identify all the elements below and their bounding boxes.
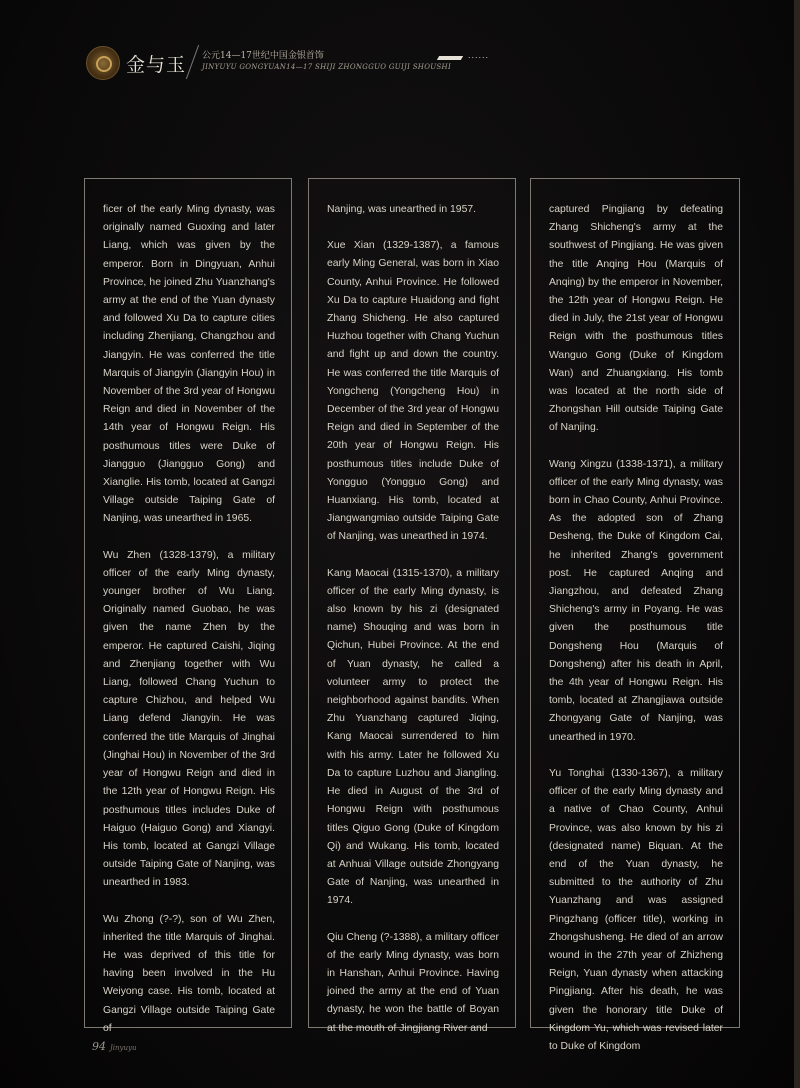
text-column-1 <box>84 178 292 1034</box>
subtitle-chinese: 公元14—17世纪中国金银首饰 <box>202 51 324 61</box>
journal-name: Jinyuyu <box>110 1044 137 1052</box>
header-marker <box>437 56 463 60</box>
header-divider <box>186 44 200 80</box>
paragraph: Nanjing, was unearthed in 1957. <box>327 204 477 215</box>
running-header <box>86 46 516 82</box>
paragraph: ficer of the early Ming dynasty, was originally named Guoxing and later Liang, which was given by the emperor. Born in Dingyuan, Anhui Province, he joined Zhu Yuanzhang's army at the end of the Yuan dynasty and followed Xu Da to capture cities including Zhenjiang, Changzhou and Jiangyin. He was conferred the title Marquis of Jiangyin (Jiangyin Hou) in November of the 3rd year of Hongwu Reign and died in November of the 14th year of Hongwu Reign. His posthumous titles were Duke of Jiangguo (Jiangguo Gong) and Xianglie. His tomb, located at Gangzi Village outside Taiping Gate of Nanjing, was unearthed in 1965. <box>103 204 275 525</box>
emblem-icon <box>86 46 120 80</box>
paragraph: Yu Tonghai (1330-1367), a military officer of the early Ming dynasty and a native of Chao County, Anhui Province, was also known by his zi (designated name) Biquan. At the end of the Yuan dynasty, he submitted to the authority of Zhu Yuanzhang and was assigned Pingzhang (officer title), working in Zhongshusheng. He died of an arrow wound in the 27th year of Zhizheng Reign, Yuan dynasty when attacking Pingjiang. After his death, he was given the honorary title Duke of Kingdom Yu, which was revised later to Duke of Kingdom <box>549 767 723 1052</box>
paragraph: Wu Zhen (1328-1379), a military officer of the early Ming dynasty, younger brother of Wu Liang. Originally named Guobao, he was given the name Zhen by the emperor. He captured Caishi, Jiqing and Zhenjiang together with Wu Liang, followed Chang Yuchun to capture Chizhou, and helped Wu Liang defend Jiangyin. He was conferred the title Marquis of Jinghai (Jinghai Hou) in November of the 3rd year of Hongwu Reign and died in the 12th year of Hongwu Reign. His posthumous titles includes Duke of Haiguo (Haiguo Gong) and Xiangyi. His tomb, located at Gangzi Village outside Taiping Gate of Nanjing, was unearthed in 1983. <box>103 549 275 889</box>
text-column-3 <box>530 178 740 1052</box>
page-number: 94 <box>92 1040 106 1053</box>
brand-title: 金与玉 <box>126 54 187 76</box>
paragraph: Xue Xian (1329-1387), a famous early Ming General, was born in Xiao County, Anhui Province. He followed Xu Da to capture Huaidong and fight Zhang Shicheng. He also captured Huzhou together with Chang Yuchun and fight up and down the country. He was conferred the title Marquis of Yongcheng (Yongcheng Hou) in December of the 3rd year of Hongwu Reign and died in September of the 20th year of Hongwu Reign. His posthumous titles include Duke of Yongguo (Yongguo Gong) and Huanxiang. His tomb, located at Jiangwangmiao outside Taiping Gate of Nanjing, was unearthed in 1974. <box>327 240 499 543</box>
text-column-2 <box>308 178 516 1034</box>
subtitle-english: JINYUYU GONGYUAN14—17 SHIJI ZHONGGUO GUIJI SHOUSHI <box>202 63 452 71</box>
page-edge <box>794 0 800 1088</box>
paragraph: Qiu Cheng (?-1388), a military officer of the early Ming dynasty, was born in Hanshan, Anhui Province. Having joined the army at the end of Yuan dynasty, he won the battle of Boyan at the mouth of Jingjiang River and <box>327 931 499 1034</box>
page-folio <box>92 1040 136 1053</box>
header-dots: ...... <box>468 50 490 60</box>
paragraph: captured Pingjiang by defeating Zhang Shicheng's army at the southwest of Pingjiang. He was given the title Anqing Hou (Marquis of Anqing) by the emperor in November, the 12th year of Hongwu Reign. He died in July, the 21st year of Hongwu Reign with the posthumous titles Wanguo Gong (Duke of Kingdom Wan) and Zhuangxiang. His tomb was located at the north side of Zhongshan Hill outside Taiping Gate of Nanjing. <box>549 204 723 434</box>
paragraph: Wu Zhong (?-?), son of Wu Zhen, inherited the title Marquis of Jinghai. He was deprived of this title for having been involved in the Hu Weiyong case. His tomb, located at Gangzi Village outside Taiping Gate of <box>103 913 275 1034</box>
paragraph: Wang Xingzu (1338-1371), a military officer of the early Ming dynasty, was born in Chao County, Anhui Province. As the adopted son of Zhang Desheng, the Duke of Kingdom Cai, he inherited Zhang's government post. He captured Anqing and Jiangzhou, and defeated Zhang Shicheng's army in Poyang. He was given the posthumous title Dongsheng Hou (Marquis of Dongsheng) after his death in April, the 4th year of Hongwu Reign. His tomb, located at Zhangjiawa outside Zhongyang Gate of Nanjing, was unearthed in 1970. <box>549 458 723 743</box>
paragraph: Kang Maocai (1315-1370), a military officer of the early Ming dynasty, is also known by his zi (designated name) Shouqing and was born in Qichun, Hubei Province. At the end of Yuan dynasty, he called a volunteer army to protect the neighborhood against bandits. When Zhu Yuanzhang captured Jiqing, Kang Maocai surrendered to him with his army. Later he followed Xu Da to capture Luzhou and Jiangling. He died in August of the 3rd of Hongwu Reign with posthumous titles Qiguo Gong (Duke of Kingdom Qi) and Wukang. His tomb, located at Anhuai Village outside Zhongyang Gate of Nanjing, was unearthed in 1974. <box>327 567 499 907</box>
